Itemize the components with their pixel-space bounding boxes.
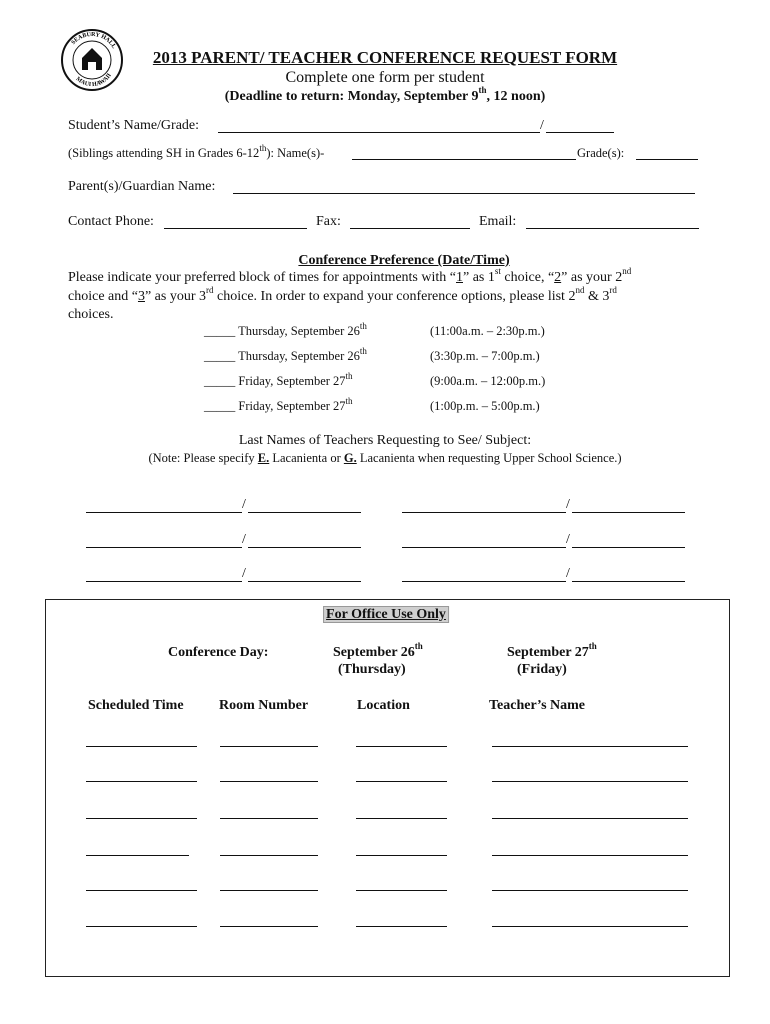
teacher-separator: / bbox=[566, 532, 570, 547]
slot-4-time: (1:00p.m. – 5:00p.m.) bbox=[430, 399, 540, 413]
fax-field[interactable] bbox=[350, 228, 470, 229]
email-field[interactable] bbox=[526, 228, 699, 229]
slot-1-time: (11:00a.m. – 2:30p.m.) bbox=[430, 324, 545, 338]
conference-day-2-weekday: (Friday) bbox=[517, 662, 567, 677]
teacher-name-field[interactable] bbox=[402, 512, 566, 513]
office-time-field[interactable] bbox=[86, 746, 197, 747]
office-location-field[interactable] bbox=[356, 818, 447, 819]
office-location-field[interactable] bbox=[356, 926, 447, 927]
conference-day-2: September 27th bbox=[507, 641, 597, 660]
fax-label: Fax: bbox=[316, 214, 341, 229]
school-seal-logo bbox=[60, 28, 124, 92]
conference-day-1: September 26th bbox=[333, 641, 423, 660]
teacher-name-field[interactable] bbox=[402, 581, 566, 582]
teacher-separator: / bbox=[242, 497, 246, 512]
office-room-field[interactable] bbox=[220, 890, 318, 891]
teacher-name-field[interactable] bbox=[86, 547, 242, 548]
office-teacher-field[interactable] bbox=[492, 926, 688, 927]
column-location: Location bbox=[357, 698, 410, 713]
office-room-field[interactable] bbox=[220, 855, 318, 856]
parent-name-label: Parent(s)/Guardian Name: bbox=[68, 179, 216, 194]
grade-separator: / bbox=[540, 118, 544, 133]
office-time-field[interactable] bbox=[86, 890, 197, 891]
slot-1[interactable]: _____ Thursday, September 26th bbox=[204, 320, 367, 338]
office-time-field[interactable] bbox=[86, 855, 189, 856]
teacher-name-field[interactable] bbox=[86, 581, 242, 582]
teacher-subject-field[interactable] bbox=[248, 512, 361, 513]
form-subtitle: Complete one form per student bbox=[285, 69, 485, 86]
conference-day-label: Conference Day: bbox=[168, 645, 269, 660]
form-title: 2013 PARENT/ TEACHER CONFERENCE REQUEST FORM bbox=[152, 48, 618, 67]
contact-phone-field[interactable] bbox=[164, 228, 307, 229]
slot-2[interactable]: _____ Thursday, September 26th bbox=[204, 345, 367, 363]
preference-instructions-line1: Please indicate your preferred block of times for appointments with “1” as 1st choice, “2” as your 2nd bbox=[68, 266, 632, 285]
office-teacher-field[interactable] bbox=[492, 890, 688, 891]
student-name-field[interactable] bbox=[218, 132, 540, 133]
teacher-separator: / bbox=[566, 566, 570, 581]
office-use-title: For Office Use Only bbox=[323, 607, 449, 623]
slot-3-time: (9:00a.m. – 12:00p.m.) bbox=[430, 374, 546, 388]
office-room-field[interactable] bbox=[220, 926, 318, 927]
contact-phone-label: Contact Phone: bbox=[68, 214, 154, 229]
office-teacher-field[interactable] bbox=[492, 781, 688, 782]
office-time-field[interactable] bbox=[86, 818, 197, 819]
slot-4[interactable]: _____ Friday, September 27th bbox=[204, 395, 353, 413]
preference-heading: Conference Preference (Date/Time) bbox=[298, 253, 510, 268]
office-location-field[interactable] bbox=[356, 855, 447, 856]
teacher-separator: / bbox=[566, 497, 570, 512]
teacher-subject-field[interactable] bbox=[248, 547, 361, 548]
office-room-field[interactable] bbox=[220, 781, 318, 782]
conference-day-1-weekday: (Thursday) bbox=[338, 662, 406, 677]
siblings-label: (Siblings attending SH in Grades 6-12th): Name(s)- bbox=[68, 142, 325, 160]
teachers-heading: Last Names of Teachers Requesting to See/ Subject: bbox=[238, 433, 532, 448]
teacher-name-field[interactable] bbox=[86, 512, 242, 513]
teachers-note: (Note: Please specify E. Lacanienta or G. Lacanienta when requesting Upper School Science.) bbox=[148, 451, 622, 465]
column-scheduled-time: Scheduled Time bbox=[88, 698, 184, 713]
siblings-grade-label: Grade(s): bbox=[577, 146, 625, 160]
teacher-name-field[interactable] bbox=[402, 547, 566, 548]
teacher-subject-field[interactable] bbox=[572, 512, 685, 513]
column-room-number: Room Number bbox=[219, 698, 309, 713]
teacher-separator: / bbox=[242, 532, 246, 547]
office-teacher-field[interactable] bbox=[492, 818, 688, 819]
office-location-field[interactable] bbox=[356, 746, 447, 747]
teacher-subject-field[interactable] bbox=[572, 581, 685, 582]
office-room-field[interactable] bbox=[220, 746, 318, 747]
office-location-field[interactable] bbox=[356, 781, 447, 782]
preference-instructions-line3: choices. bbox=[68, 307, 114, 322]
teacher-subject-field[interactable] bbox=[248, 581, 361, 582]
office-teacher-field[interactable] bbox=[492, 746, 688, 747]
slot-3[interactable]: _____ Friday, September 27th bbox=[204, 370, 353, 388]
slot-2-time: (3:30p.m. – 7:00p.m.) bbox=[430, 349, 540, 363]
student-grade-field[interactable] bbox=[546, 132, 614, 133]
office-teacher-field[interactable] bbox=[492, 855, 688, 856]
preference-instructions-line2: choice and “3” as your 3rd choice. In order to expand your conference options, please list 2nd & 3rd bbox=[68, 285, 617, 304]
siblings-grade-field[interactable] bbox=[636, 159, 698, 160]
teacher-subject-field[interactable] bbox=[572, 547, 685, 548]
deadline-text: (Deadline to return: Monday, September 9th, 12 noon) bbox=[224, 85, 546, 104]
svg-text:MAUI HAWAII: MAUI HAWAII bbox=[74, 72, 113, 89]
teacher-separator: / bbox=[242, 566, 246, 581]
svg-text:SEABURY HALL: SEABURY HALL bbox=[70, 31, 117, 50]
office-location-field[interactable] bbox=[356, 890, 447, 891]
parent-name-field[interactable] bbox=[233, 193, 695, 194]
column-teacher-name: Teacher’s Name bbox=[489, 698, 586, 713]
office-time-field[interactable] bbox=[86, 781, 197, 782]
siblings-names-field[interactable] bbox=[352, 159, 576, 160]
office-room-field[interactable] bbox=[220, 818, 318, 819]
student-name-label: Student’s Name/Grade: bbox=[68, 118, 200, 133]
email-label: Email: bbox=[479, 214, 517, 229]
office-time-field[interactable] bbox=[86, 926, 197, 927]
